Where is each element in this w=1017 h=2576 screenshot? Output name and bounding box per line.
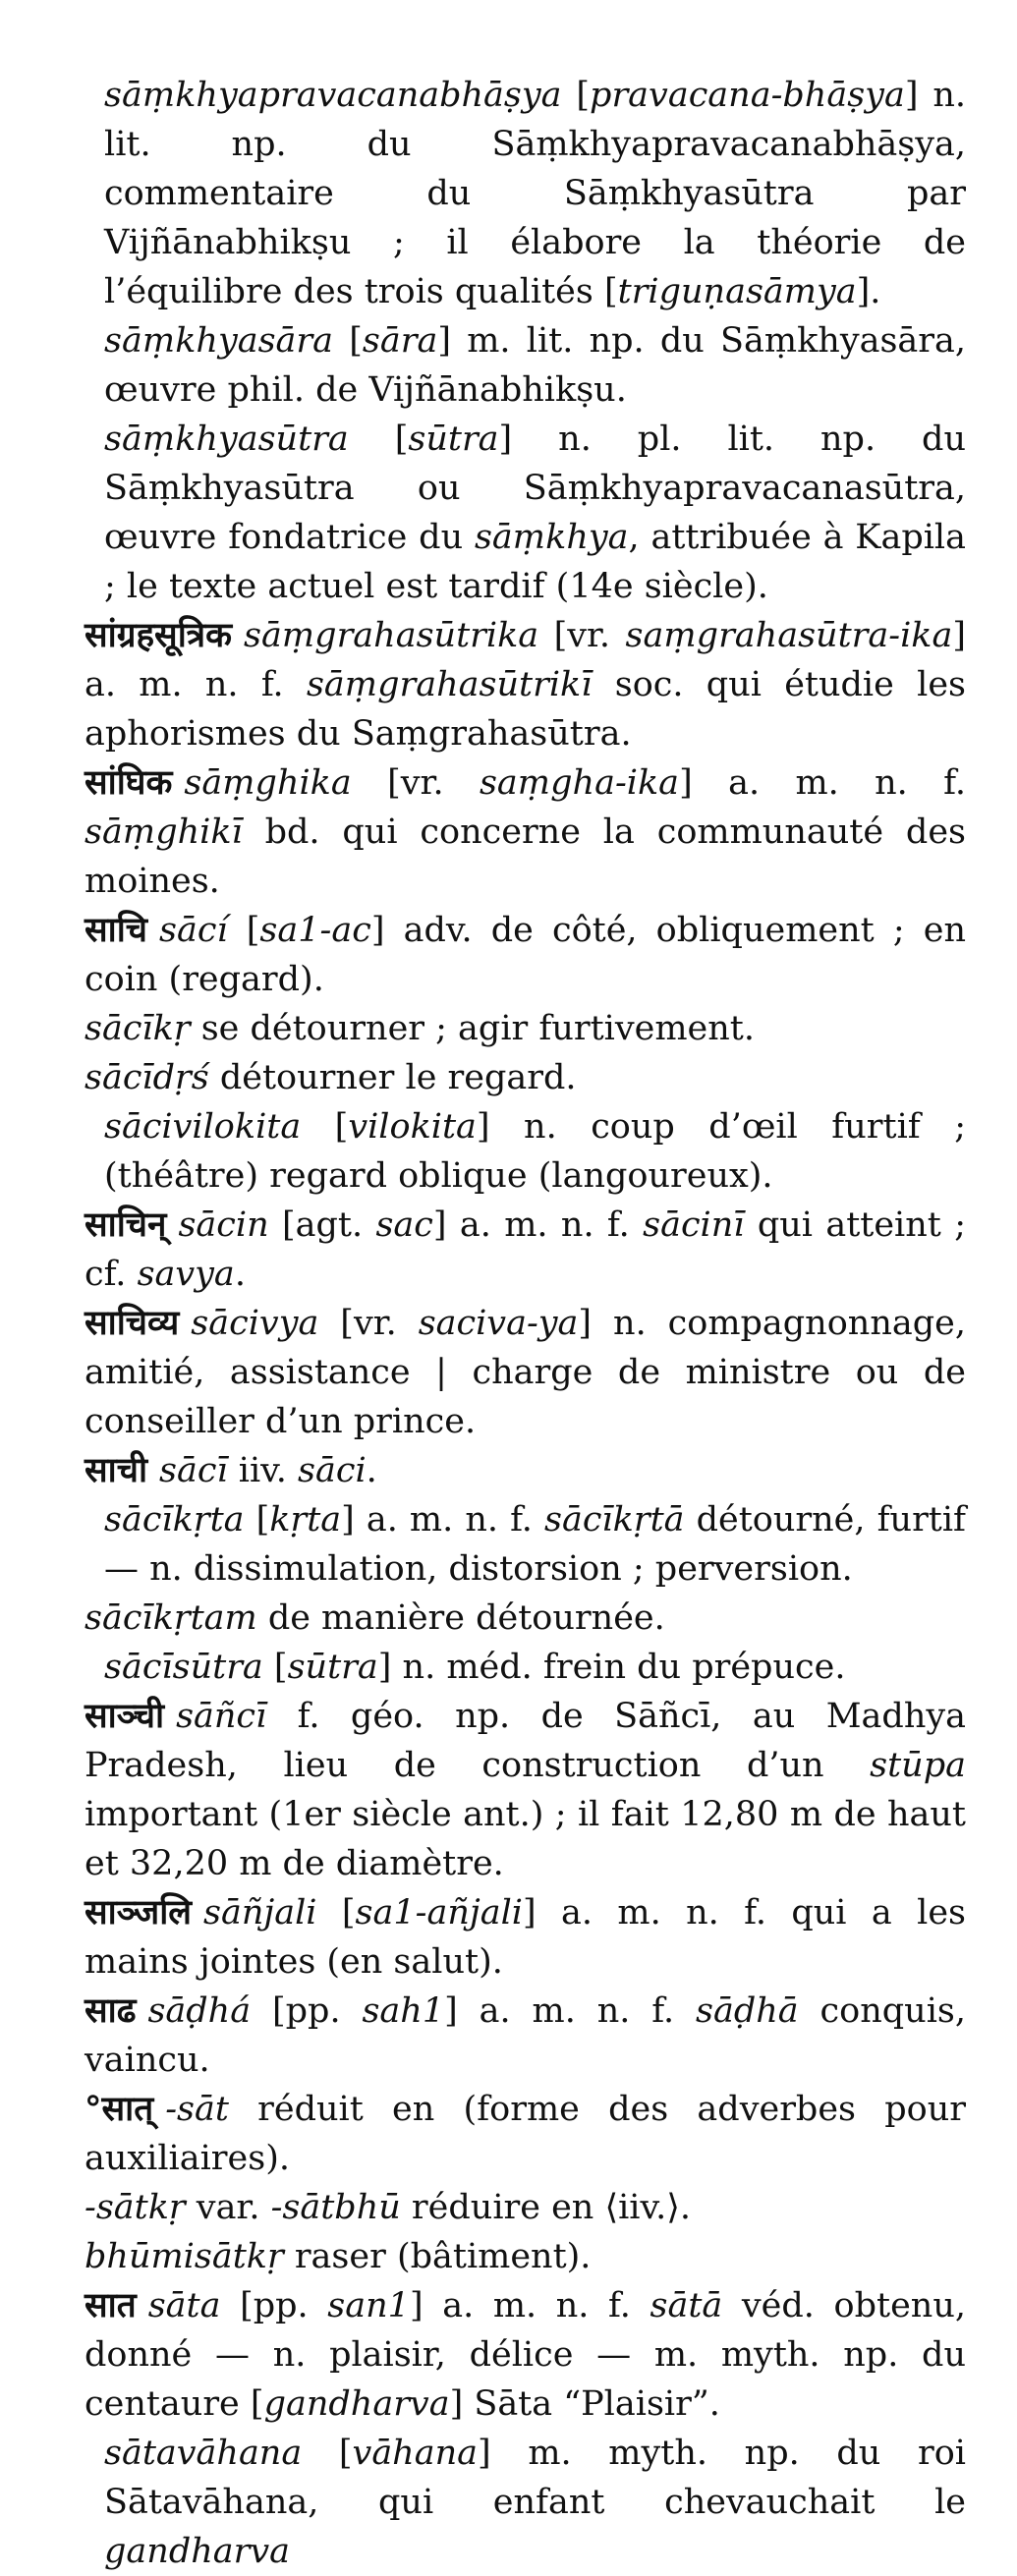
italic-text: bhūmisātkṛ (85, 2237, 284, 2276)
italic-text: sah1 (362, 1991, 445, 2031)
entry-text: ] n. lit. np. du Sāṃkhyapravacanabhāṣya, commentaire du Sāṃkhyasūtra par Vijñānabhikṣu ; il élabore la théorie de l’équilibre des trois qualités [ (104, 76, 967, 311)
dictionary-entry (85, 1102, 966, 1201)
dictionary-entry (85, 1004, 966, 1053)
entry-text: [vr. (318, 1304, 419, 1343)
italic-text: sācinī (643, 1205, 745, 1245)
entry-text: conquis, vaincu. (85, 1991, 967, 2080)
italic-text: kṛta (269, 1500, 342, 1540)
italic-text: sācīkṛ (85, 1009, 191, 1048)
devanagari-headword: साचि (85, 910, 148, 950)
italic-text: savya (137, 1255, 235, 1294)
italic-text: sācīkṛta (104, 1500, 245, 1540)
italic-text: saṃgha-ika (479, 763, 680, 803)
entry-text: réduire en ⟨iiv.⟩. (400, 2188, 692, 2227)
italic-text: sācīkṛtam (85, 1598, 257, 1638)
devanagari-headword: साचिन् (85, 1204, 167, 1245)
entry-text: , attribuée à Kapila ; le texte actuel est tardif (14e siècle). (104, 518, 966, 606)
italic-text: pravacana-bhāṣya (590, 76, 905, 115)
entry-text: ] n. pl. lit. np. du Sāṃkhyasūtra ou Sāṃkhyapravacanasūtra, œuvre fondatrice du (104, 420, 966, 557)
entry-text: iiv. (227, 1451, 299, 1490)
italic-text: sūtra (408, 420, 499, 459)
dictionary-entry (85, 1987, 966, 2085)
entry-text: détourné, furtif — n. dissimulation, distorsion ; perversion. (104, 1500, 967, 1589)
entry-text: [pp. (220, 2286, 328, 2325)
entry-text: ] a. m. n. f. (85, 616, 966, 704)
entry-text: ] m. lit. np. du Sāṃkhyasāra, œuvre phil. de Vijñānabhikṣu. (104, 321, 967, 410)
devanagari-headword: °सात् (85, 2089, 154, 2129)
italic-text: sāṃkhyasāra (104, 321, 334, 361)
italic-text: sātavāhana (104, 2434, 303, 2473)
entry-text: ] n. compagnonnage, amitié, assistance | charge de ministre ou de conseiller d’un prince. (85, 1304, 966, 1441)
dictionary-entry (85, 2429, 966, 2576)
italic-text: -sātkṛ (85, 2188, 186, 2227)
entry-text: ] n. coup d’œil furtif ; (théâtre) regard oblique (langoureux). (104, 1107, 967, 1196)
italic-text: vilokita (348, 1107, 477, 1147)
entry-text: réduit en (forme des adverbes pour auxiliaires). (85, 2090, 966, 2178)
dictionary-entry (85, 2183, 966, 2232)
dictionary-entry (85, 1495, 966, 1594)
entry-text: . (366, 1451, 377, 1490)
italic-text: vāhana (352, 2434, 479, 2473)
dictionary-entry (85, 906, 966, 1004)
italic-text: sāḍhā (696, 1991, 799, 2031)
entry-text: ] a. m. n. f. (679, 763, 966, 803)
italic-text: stūpa (870, 1746, 966, 1785)
entry-text: var. (185, 2188, 271, 2227)
italic-text: -sātbhū (270, 2188, 401, 2227)
italic-text: sāta (147, 2286, 221, 2325)
dictionary-entry (85, 316, 966, 415)
entry-text: détourner le regard. (208, 1058, 577, 1097)
italic-text: triguṇasāmya (617, 272, 857, 311)
entry-text: [ (316, 1893, 356, 1932)
italic-text: sāṃkhya (474, 518, 629, 557)
italic-text: saṃgrahasūtra-ika (625, 616, 953, 655)
entry-text: [ (561, 76, 591, 115)
entry-text: ] m. myth. np. du roi Sātavāhana, qui enfant chevauchait le (104, 2434, 967, 2522)
entry-text: [ (301, 1107, 349, 1147)
dictionary-entry (85, 611, 966, 758)
entry-text: se détourner ; agir furtivement. (190, 1009, 755, 1048)
entry-text: bd. qui concerne la communauté des moines. (85, 812, 966, 901)
entry-text: ] a. m. n. f. (444, 1991, 697, 2031)
devanagari-headword: साचिव्य (85, 1303, 180, 1343)
italic-text: sāra (362, 321, 438, 361)
dictionary-entry (85, 415, 966, 611)
entry-text: qui atteint ; cf. (85, 1205, 966, 1294)
italic-text: sātā (650, 2286, 723, 2325)
dictionary-entry (85, 1446, 966, 1495)
entry-text: soc. qui étudie les aphorismes du Saṃgrahasūtra. (85, 665, 966, 754)
italic-text: sāḍhá (147, 1991, 252, 2031)
italic-text: -sāt (165, 2090, 229, 2129)
entry-text: raser (bâtiment). (283, 2237, 592, 2276)
entry-list (85, 71, 966, 2576)
dictionary-entry (85, 758, 966, 906)
italic-text: sa1-añjali (355, 1893, 523, 1932)
dictionary-entry (85, 1888, 966, 1987)
devanagari-headword: साञ्जलि (85, 1892, 192, 1932)
dictionary-entry (85, 1692, 966, 1888)
italic-text: sācin (178, 1205, 269, 1245)
entry-text: ] adv. de côté, obliquement ; en coin (regard). (85, 911, 966, 999)
dictionary-entry (85, 1053, 966, 1102)
italic-text: sāñcī (176, 1697, 267, 1736)
entry-text: [ (302, 2434, 353, 2473)
entry-text: ] a. m. n. f. (409, 2286, 650, 2325)
devanagari-headword: सात (85, 2285, 137, 2325)
dictionary-entry (85, 1594, 966, 1643)
entry-text: [ (227, 911, 260, 950)
italic-text: sācīkṛtā (544, 1500, 685, 1540)
entry-text: . (234, 1255, 246, 1294)
entry-text: [vr. (538, 616, 626, 655)
devanagari-headword: सांघिक (85, 762, 173, 803)
entry-text: de manière détournée. (256, 1598, 665, 1638)
entry-text: important (1er siècle ant.) ; il fait 12,80 m de haut et 32,20 m de diamètre. (85, 1795, 966, 1883)
entry-text: [ (244, 1500, 270, 1540)
italic-text: sāṃgrahasūtrikī (306, 665, 593, 704)
italic-text: sācī (159, 1451, 228, 1490)
dictionary-entry (85, 1201, 966, 1299)
dictionary-entry (85, 1643, 966, 1692)
entry-text: [ (262, 1648, 288, 1687)
entry-text: ]. (856, 272, 881, 311)
dictionary-entry (85, 1299, 966, 1446)
entry-text: ] n. méd. frein du prépuce. (377, 1648, 846, 1687)
italic-text: sāñjali (203, 1893, 317, 1932)
italic-text: sācivilokita (104, 1107, 302, 1147)
entry-text: véd. obtenu, donné — n. plaisir, délice — m. myth. np. du centaure [ (85, 2286, 967, 2424)
devanagari-headword: साची (85, 1450, 148, 1490)
italic-text: sac (375, 1205, 433, 1245)
devanagari-headword: सांग्रहसूत्रिक (85, 615, 232, 655)
italic-text: sācivya (191, 1304, 319, 1343)
devanagari-headword: साढ (85, 1990, 137, 2031)
dictionary-entry (85, 71, 966, 316)
italic-text: sāci (298, 1451, 367, 1490)
italic-text: sācīsūtra (104, 1648, 263, 1687)
italic-text: sācí (159, 911, 228, 950)
dictionary-entry (85, 2232, 966, 2281)
italic-text: sūtra (287, 1648, 378, 1687)
dictionary-entry (85, 2085, 966, 2183)
italic-text: saciva-ya (418, 1304, 579, 1343)
entry-text: ] a. m. n. f. (432, 1205, 644, 1245)
entry-text: [ (348, 420, 409, 459)
italic-text: sa1-ac (259, 911, 371, 950)
italic-text: san1 (327, 2286, 410, 2325)
entry-text: ] a. m. n. f. qui a les mains jointes (en salut). (85, 1893, 967, 1982)
italic-text: sācīdṛś (85, 1058, 209, 1097)
entry-text: [pp. (251, 1991, 363, 2031)
italic-text: sāṃgrahasūtrika (243, 616, 539, 655)
devanagari-headword: साञ्ची (85, 1696, 165, 1736)
entry-text: [vr. (351, 763, 480, 803)
entry-text: [ (333, 321, 363, 361)
entry-text: f. géo. np. de Sāñcī, au Madhya Pradesh, lieu de construction d’un (85, 1697, 966, 1785)
italic-text: sāṃkhyasūtra (104, 420, 349, 459)
entry-text: ] Sāta “Plaisir”. (449, 2384, 720, 2424)
italic-text: sāṃghikī (85, 812, 243, 852)
italic-text: gandharva (104, 2532, 290, 2571)
entry-text: [agt. (268, 1205, 376, 1245)
italic-text: gandharva (263, 2384, 450, 2424)
entry-text: ] a. m. n. f. (341, 1500, 544, 1540)
dictionary-entry (85, 2281, 966, 2429)
italic-text: sāṃkhyapravacanabhāṣya (104, 76, 562, 115)
italic-text: sāṃghika (184, 763, 352, 803)
